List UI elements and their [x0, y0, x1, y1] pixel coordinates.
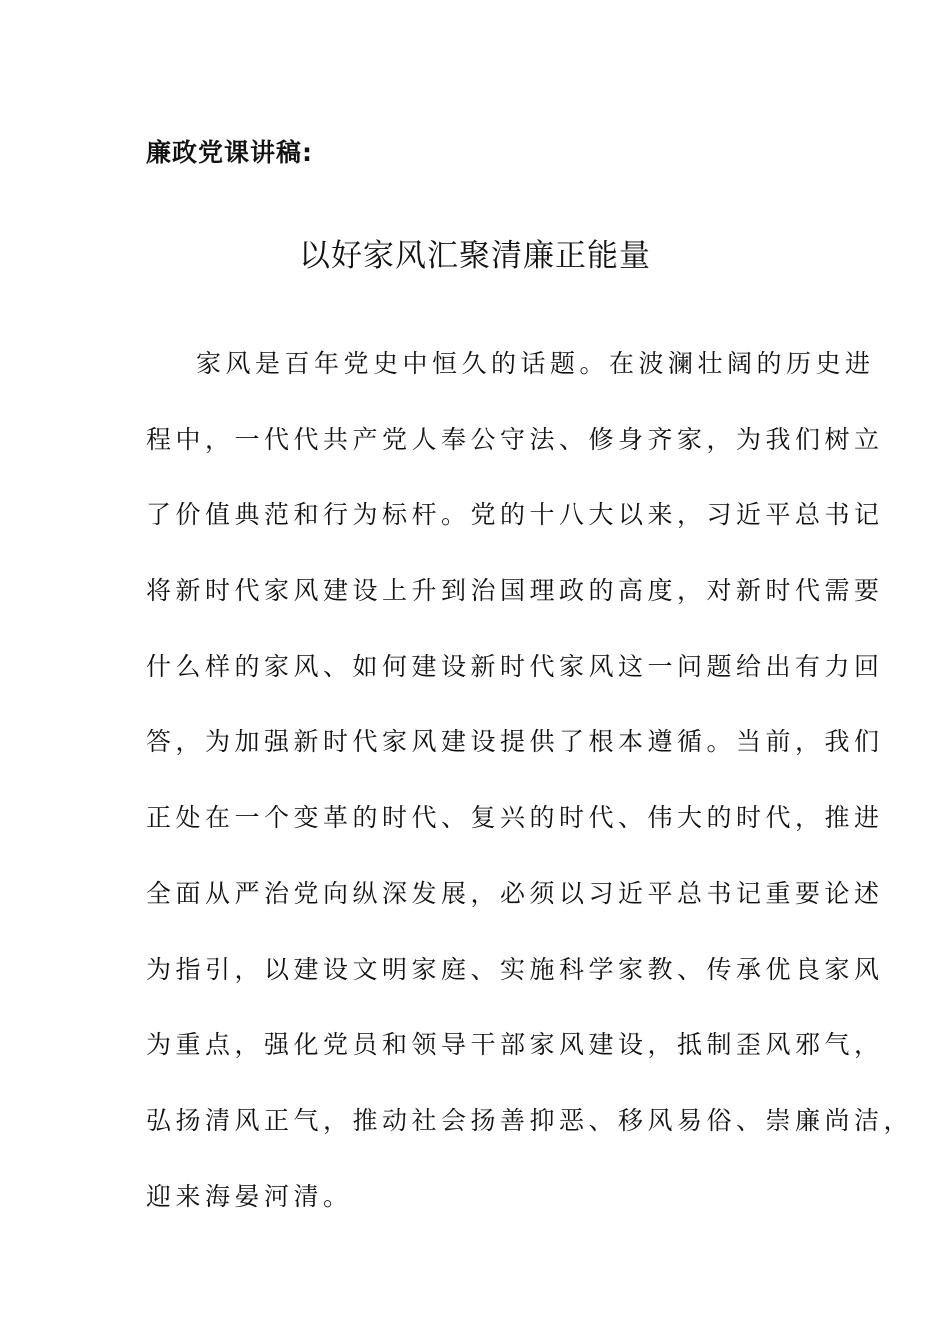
document-label: 廉政党课讲稿:	[146, 138, 313, 167]
paragraph-line: 将新时代家风建设上升到治国理政的高度，对新时代需要	[146, 576, 884, 606]
paragraph-line: 正处在一个变革的时代、复兴的时代、伟大的时代，推进	[146, 803, 884, 833]
document-title: 以好家风汇聚清廉正能量	[299, 238, 651, 274]
paragraph-line: 全面从严治党向纵深发展，必须以习近平总书记重要论述	[146, 878, 884, 908]
paragraph-line: 为重点，强化党员和领导干部家风建设，抵制歪风邪气，	[146, 1030, 884, 1060]
paragraph-line: 程中，一代代共产党人奉公守法、修身齐家，为我们树立	[146, 424, 884, 454]
paragraph-line: 什么样的家风、如何建设新时代家风这一问题给出有力回	[146, 651, 884, 681]
paragraph-line: 家风是百年党史中恒久的话题。在波澜壮阔的历史进	[196, 349, 875, 378]
paragraph-line: 弘扬清风正气，推动社会扬善抑恶、移风易俗、崇廉尚洁，	[146, 1105, 914, 1135]
paragraph-line: 答，为加强新时代家风建设提供了根本遵循。当前，我们	[146, 727, 884, 757]
paragraph-line: 了价值典范和行为标杆。党的十八大以来，习近平总书记	[146, 500, 884, 530]
paragraph-line: 为指引，以建设文明家庭、实施科学家教、传承优良家风	[146, 954, 884, 984]
paragraph-line: 迎来海晏河清。	[146, 1181, 353, 1211]
body-paragraph	[146, 344, 914, 1252]
